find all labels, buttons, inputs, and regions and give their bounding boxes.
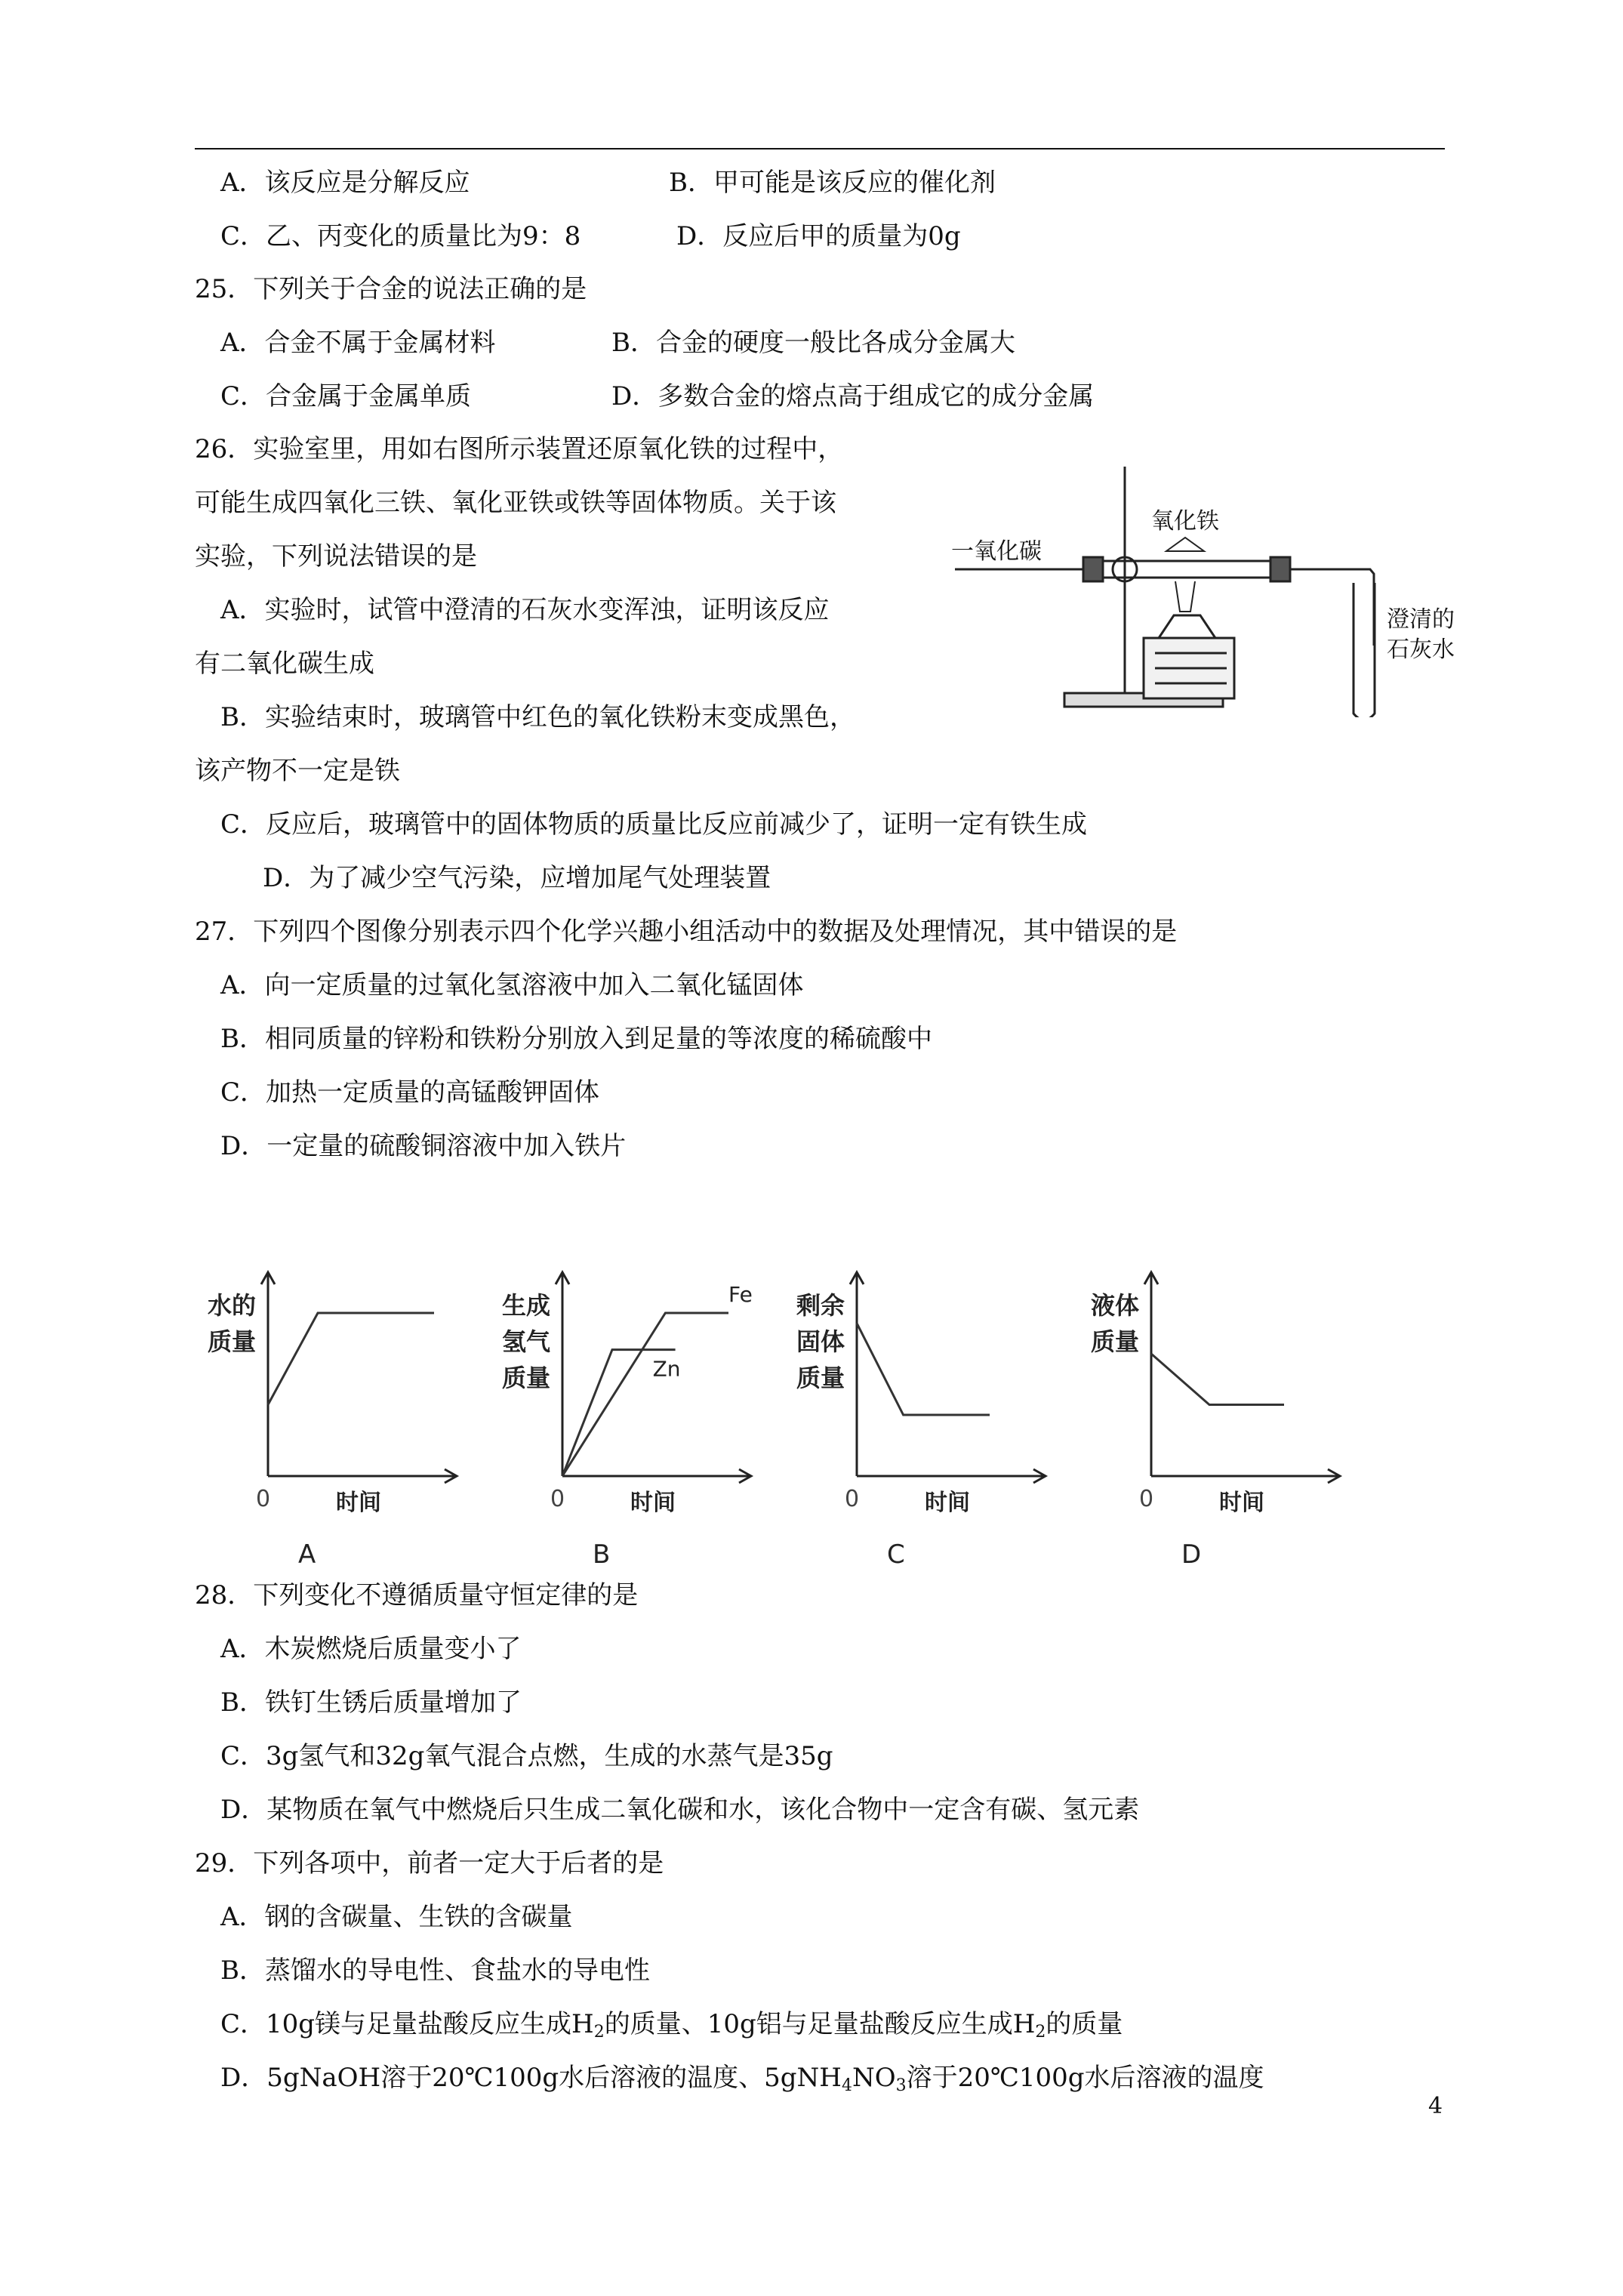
q27-option-a: A．向一定质量的过氧化氢溶液中加入二氧化锰固体: [220, 970, 804, 1000]
q28-option-b: B．铁钉生锈后质量增加了: [220, 1687, 522, 1718]
q26-stem-line1: 26．实验室里，用如右图所示装置还原氧化铁的过程中，: [195, 434, 844, 464]
q24-option-b: B．甲可能是该反应的催化剂: [669, 168, 996, 198]
panel-label: D: [1181, 1539, 1202, 1567]
q28-option-a: A．木炭燃烧后质量变小了: [220, 1634, 522, 1664]
q26-option-a-line1: A．实验时，试管中澄清的石灰水变浑浊，证明该反应: [220, 595, 830, 625]
page-number: 4: [1428, 2093, 1443, 2119]
q25-stem: 25．下列关于合金的说法正确的是: [195, 274, 587, 304]
x-axis-label: 时间: [1219, 1490, 1264, 1516]
panel-label: B: [593, 1539, 611, 1567]
q26-option-c: C．反应后，玻璃管中的固体物质的质量比反应前减少了，证明一定有铁生成: [220, 809, 1088, 840]
q26-option-b-line2: 该产物不一定是铁: [195, 756, 400, 786]
x-axis-label: 时间: [630, 1490, 676, 1516]
panel-label: A: [298, 1539, 316, 1567]
q28-option-d: D．某物质在氧气中燃烧后只生成二氧化碳和水，该化合物中一定含有碳、氢元素: [220, 1795, 1140, 1825]
q29-option-b: B．蒸馏水的导电性、食盐水的导电性: [220, 1955, 650, 1986]
origin-label: 0: [845, 1486, 860, 1512]
y-axis-label: 质量: [796, 1364, 845, 1392]
y-axis-label: 生成: [502, 1291, 551, 1320]
q27-option-c: C．加热一定质量的高锰酸钾固体: [220, 1077, 600, 1108]
q29-stem: 29．下列各项中，前者一定大于后者的是: [195, 1848, 664, 1878]
q29-c-part2: 的质量、10g铝与足量盐酸反应生成H: [604, 2009, 1036, 2039]
q29-d-sub2: 3: [895, 2076, 907, 2095]
q26-option-a-line2: 有二氧化碳生成: [195, 649, 374, 679]
q27-option-b: B．相同质量的锌粉和铁粉分别放入到足量的等浓度的稀硫酸中: [220, 1024, 932, 1054]
series-line: [562, 1313, 728, 1476]
q29-c-part3: 的质量: [1046, 2009, 1123, 2039]
q24-option-a: A．该反应是分解反应: [220, 168, 470, 198]
limewater-label-2: 石灰水: [1387, 636, 1455, 663]
q27-option-d: D．一定量的硫酸铜溶液中加入铁片: [220, 1131, 627, 1161]
q26-option-b-line1: B．实验结束时，玻璃管中红色的氧化铁粉末变成黑色，: [220, 702, 855, 732]
q25-option-b: B．合金的硬度一般比各成分金属大: [611, 328, 1015, 358]
y-axis-label: 质量: [208, 1327, 257, 1356]
y-axis-label: 氢气: [502, 1327, 551, 1356]
q29-d-part2: NO: [852, 2063, 896, 2093]
panel-label: C: [887, 1539, 905, 1567]
y-axis-label: 液体: [1091, 1291, 1140, 1320]
apparatus-figure: [940, 453, 1491, 717]
q24-option-c: C．乙、丙变化的质量比为9：8: [220, 221, 581, 251]
q25-option-d: D．多数合金的熔点高于组成它的成分金属: [611, 381, 1095, 411]
fe2o3-label: 氧化铁: [1151, 508, 1219, 535]
q29-c-sub1: 2: [593, 2023, 605, 2042]
y-axis-label: 质量: [1091, 1327, 1140, 1356]
q26-stem-line2: 可能生成四氧化三铁、氧化亚铁或铁等固体物质。关于该: [195, 488, 836, 518]
co-label: 一氧化碳: [951, 538, 1042, 565]
y-axis-label: 固体: [796, 1327, 845, 1356]
q25-option-a: A．合金不属于金属材料: [220, 328, 496, 358]
q28-option-c: C．3g氢气和32g氧气混合点燃，生成的水蒸气是35g: [220, 1741, 833, 1771]
q29-d-sub1: 4: [841, 2076, 852, 2095]
q29-d-part3: 溶于20℃100g水后溶液的温度: [906, 2063, 1264, 2093]
q29-option-d: [220, 2062, 1264, 2102]
x-axis-label: 时间: [336, 1490, 381, 1516]
q26-stem-line3: 实验，下列说法错误的是: [195, 541, 477, 572]
q29-option-c: [220, 2008, 1123, 2048]
q28-stem: 28．下列变化不遵循质量守恒定律的是: [195, 1580, 639, 1610]
x-axis-label: 时间: [925, 1490, 970, 1516]
origin-label: 0: [550, 1486, 565, 1512]
y-axis-label: 质量: [502, 1364, 551, 1392]
series-label: Zn: [652, 1356, 681, 1382]
q25-option-c: C．合金属于金属单质: [220, 381, 472, 411]
series-line: [1151, 1354, 1284, 1405]
y-axis-label: 水的: [208, 1291, 257, 1320]
q27-graphs: [192, 1242, 1370, 1567]
series-line: [857, 1324, 990, 1416]
q29-option-a: A．钢的含碳量、生铁的含碳量: [220, 1902, 573, 1932]
y-axis-label: 剩余: [796, 1291, 845, 1320]
header-rule: [195, 148, 1445, 149]
limewater-label-1: 澄清的: [1387, 606, 1455, 633]
series-label: Fe: [728, 1282, 753, 1307]
q29-c-part1: C．10g镁与足量盐酸反应生成H: [220, 2009, 594, 2039]
q29-c-sub2: 2: [1035, 2023, 1046, 2042]
q29-d-part1: D．5gNaOH溶于20℃100g水后溶液的温度、5gNH: [220, 2063, 842, 2093]
origin-label: 0: [256, 1486, 271, 1512]
q24-option-d: D．反应后甲的质量为0g: [676, 221, 961, 251]
origin-label: 0: [1139, 1486, 1154, 1512]
q26-option-d: D．为了减少空气污染，应增加尾气处理装置: [263, 863, 771, 893]
q27-stem: 27．下列四个图像分别表示四个化学兴趣小组活动中的数据及处理情况，其中错误的是: [195, 917, 1178, 947]
series-line: [268, 1313, 434, 1405]
